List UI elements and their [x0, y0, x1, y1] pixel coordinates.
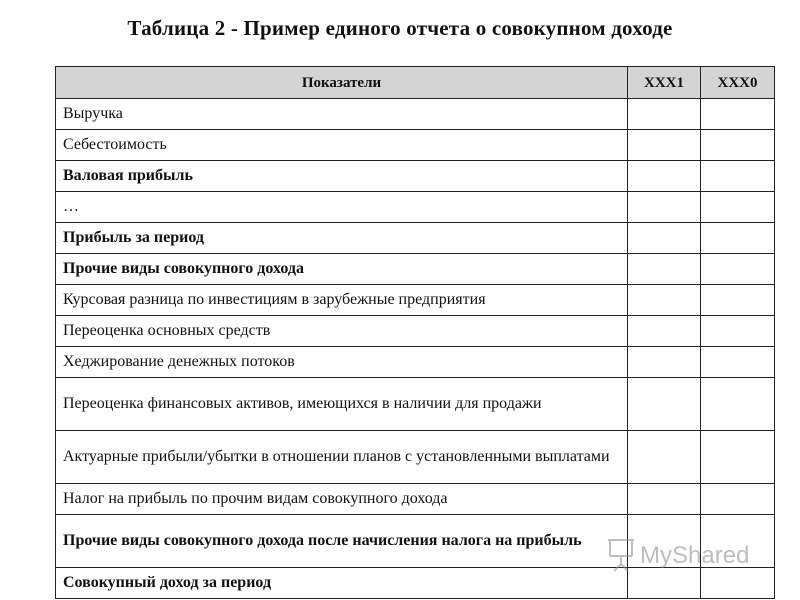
table-row	[56, 484, 775, 515]
header-indicators: Показатели	[56, 67, 628, 99]
row-label: Совокупный доход за период	[56, 568, 628, 599]
table-row	[56, 223, 775, 254]
table-header-row	[56, 67, 775, 99]
row-label: Прочие виды совокупного дохода после начисления налога на прибыль	[56, 515, 628, 568]
cell-xxx0	[701, 431, 775, 484]
cell-xxx0	[701, 192, 775, 223]
row-label: Курсовая разница по инвестициям в зарубежные предприятия	[56, 285, 628, 316]
cell-xxx0	[701, 515, 775, 568]
row-label: Налог на прибыль по прочим видам совокупного дохода	[56, 484, 628, 515]
cell-xxx0	[701, 161, 775, 192]
income-report-table	[55, 66, 775, 599]
cell-xxx1	[628, 130, 701, 161]
row-label: Переоценка основных средств	[56, 316, 628, 347]
row-label: Хеджирование денежных потоков	[56, 347, 628, 378]
row-label: Выручка	[56, 99, 628, 130]
cell-xxx1	[628, 223, 701, 254]
page-title: Таблица 2 - Пример единого отчета о совокупном доходе	[127, 16, 673, 40]
header-xxx1: XXX1	[628, 67, 701, 99]
cell-xxx1	[628, 431, 701, 484]
table-row	[56, 254, 775, 285]
table-row	[56, 192, 775, 223]
cell-xxx0	[701, 378, 775, 431]
table-row	[56, 161, 775, 192]
header-xxx0: XXX0	[701, 67, 775, 99]
cell-xxx1	[628, 99, 701, 130]
cell-xxx0	[701, 484, 775, 515]
cell-xxx1	[628, 378, 701, 431]
cell-xxx1	[628, 254, 701, 285]
table-row	[56, 316, 775, 347]
row-label: …	[56, 192, 628, 223]
table-row	[56, 347, 775, 378]
row-label: Переоценка финансовых активов, имеющихся в наличии для продажи	[56, 378, 628, 431]
cell-xxx1	[628, 515, 701, 568]
table-row	[56, 568, 775, 599]
row-label: Валовая прибыль	[56, 161, 628, 192]
cell-xxx1	[628, 316, 701, 347]
cell-xxx1	[628, 568, 701, 599]
cell-xxx0	[701, 223, 775, 254]
table-row	[56, 130, 775, 161]
cell-xxx0	[701, 285, 775, 316]
table-row	[56, 515, 775, 568]
row-label: Прибыль за период	[56, 223, 628, 254]
table-row	[56, 378, 775, 431]
table-row	[56, 285, 775, 316]
cell-xxx0	[701, 347, 775, 378]
row-label: Прочие виды совокупного дохода	[56, 254, 628, 285]
row-label: Себестоимость	[56, 130, 628, 161]
cell-xxx1	[628, 192, 701, 223]
cell-xxx0	[701, 316, 775, 347]
cell-xxx1	[628, 161, 701, 192]
cell-xxx0	[701, 99, 775, 130]
cell-xxx1	[628, 347, 701, 378]
table-row	[56, 431, 775, 484]
cell-xxx0	[701, 568, 775, 599]
cell-xxx0	[701, 130, 775, 161]
cell-xxx1	[628, 484, 701, 515]
table-body	[56, 99, 775, 599]
table-row	[56, 99, 775, 130]
cell-xxx0	[701, 254, 775, 285]
cell-xxx1	[628, 285, 701, 316]
watermark-text: MyShared	[640, 542, 750, 569]
row-label: Актуарные прибыли/убытки в отношении планов с установленными выплатами	[56, 431, 628, 484]
